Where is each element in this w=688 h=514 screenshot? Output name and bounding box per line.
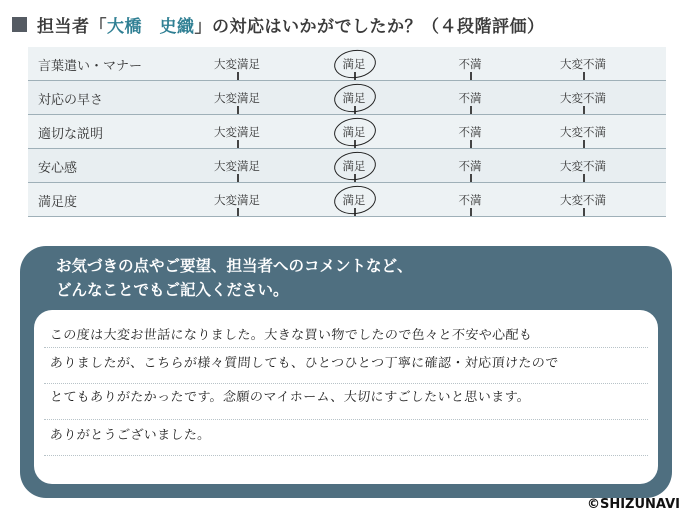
writing-rule [44,382,648,384]
title-prefix: 担当者「 [37,16,107,37]
handwritten-line: この度は大変お世話になりました。大きな買い物でしたので色々と不安や心配も [49,328,533,343]
question-label: 対応の早さ [38,93,104,108]
option-very-dissatisfied[interactable]: 大変不満 [560,159,606,173]
rating-row-overall [28,183,666,217]
option-very-satisfied[interactable]: 大変満足 [214,193,260,207]
option-dissatisfied[interactable]: 不満 [458,193,482,207]
option-dissatisfied[interactable]: 不満 [458,57,482,71]
selection-circle-mark [332,149,377,183]
option-very-satisfied[interactable]: 大変満足 [214,159,260,173]
writing-rule [44,418,648,420]
option-very-dissatisfied[interactable]: 大変不満 [560,125,606,139]
option-satisfied[interactable]: 満足 [342,159,366,173]
rating-row-speed [28,81,666,115]
option-very-satisfied[interactable]: 大変満足 [214,57,260,71]
rating-table [28,47,666,219]
option-dissatisfied[interactable]: 不満 [458,91,482,105]
option-satisfied[interactable]: 満足 [342,193,366,207]
option-satisfied[interactable]: 満足 [342,57,366,71]
question-label: 適切な説明 [38,127,104,142]
question-label: 満足度 [38,195,78,210]
handwritten-line: とてもありがたかったです。念願のマイホーム、大切にすごしたいと思います。 [49,390,531,405]
option-dissatisfied[interactable]: 不満 [458,125,482,139]
option-very-dissatisfied[interactable]: 大変不満 [560,57,606,71]
writing-rule [44,346,648,348]
selection-circle-mark [332,81,377,115]
selection-circle-mark [332,115,377,149]
comment-prompt-line: どんなことでもご記入ください。 [56,281,289,299]
question-label: 安心感 [38,161,78,176]
selection-circle-mark [332,47,377,81]
option-very-satisfied[interactable]: 大変満足 [214,91,260,105]
comment-prompt [56,254,413,302]
survey-title [12,9,545,39]
rating-row-reassurance [28,149,666,183]
comment-prompt-line: お気づきの点やご要望、担当者へのコメントなど、 [56,257,413,275]
writing-rule [44,454,648,456]
rating-row-manner [28,47,666,81]
handwritten-line: ありましたが、こちらが様々質問しても、ひとつひとつ丁寧に確認・対応頂けたので [49,356,560,371]
title-suffix: 」の対応はいかがでしたか？（４段階評価） [194,16,545,37]
option-satisfied[interactable]: 満足 [342,125,366,139]
comment-panel [20,246,672,498]
option-very-dissatisfied[interactable]: 大変不満 [560,193,606,207]
option-dissatisfied[interactable]: 不満 [458,159,482,173]
copyright-credit: ©SHIZUNAVI [586,497,680,512]
option-very-satisfied[interactable]: 大変満足 [214,125,260,139]
question-label: 言葉遣い・マナー [38,59,143,74]
rating-row-explanation [28,115,666,149]
staff-name: 大橋 史織 [107,16,195,37]
comment-textarea[interactable] [34,310,658,484]
option-satisfied[interactable]: 満足 [342,91,366,105]
row-divider [28,216,666,217]
bullet-square-icon [12,17,27,32]
handwritten-line: ありがとうございました。 [49,428,212,443]
option-very-dissatisfied[interactable]: 大変不満 [560,91,606,105]
selection-circle-mark [332,183,377,217]
